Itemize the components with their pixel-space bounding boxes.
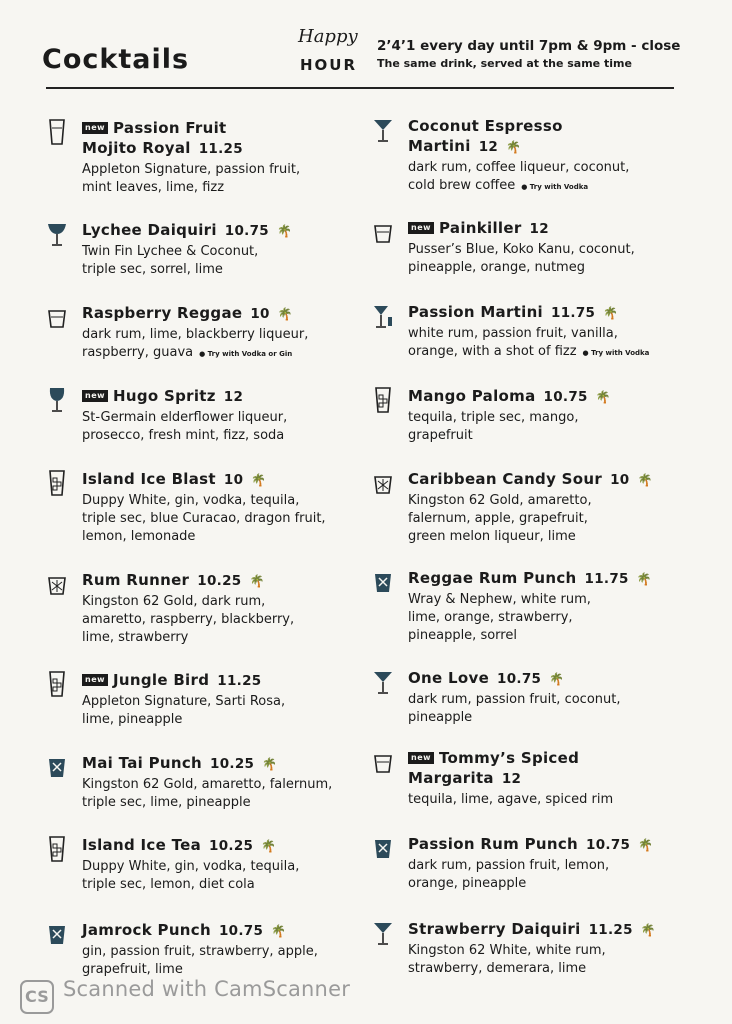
- ingredient-line: [82, 776, 382, 794]
- cocktail-name: Island Ice Tea: [82, 836, 202, 854]
- ingredient-text: tequila, lime, agave, spiced rim: [408, 792, 614, 807]
- cocktail-price: 11.25: [588, 922, 633, 938]
- cocktail-name-line: [82, 753, 382, 774]
- cocktail-price: 11.25: [217, 673, 262, 689]
- ingredient-text: Kingston 62 White, white rum,: [408, 943, 606, 958]
- cocktail-price: 10.75: [224, 223, 269, 239]
- try-with-note: ● Try with Vodka or Gin: [199, 350, 293, 358]
- cocktail-name: Tommy’s Spiced: [439, 749, 580, 767]
- new-badge: new: [82, 674, 108, 686]
- cocktail-price: 12: [223, 389, 244, 405]
- ingredient-line: [82, 876, 382, 894]
- new-badge: new: [82, 390, 108, 402]
- ingredient-line: [82, 510, 382, 528]
- ingredient-text: white rum, passion fruit, vanilla,: [408, 326, 618, 341]
- ingredient-text: gin, passion fruit, strawberry, apple,: [82, 944, 318, 959]
- glass-coupe-icon: [47, 220, 67, 248]
- cocktail-name: Coconut Espresso: [408, 117, 563, 135]
- cocktail-name-line: [408, 919, 708, 940]
- ingredient-line: [408, 177, 708, 196]
- cocktail-item: [82, 303, 382, 363]
- ingredient-line: [408, 427, 708, 445]
- cocktail-ingredients: [408, 691, 708, 727]
- ingredient-line: [82, 943, 382, 961]
- cocktail-item: [408, 919, 708, 978]
- cocktail-price: 11.75: [551, 305, 596, 321]
- cocktail-item: [408, 116, 708, 196]
- cocktail-name-line: [82, 670, 382, 691]
- ingredient-text: Wray & Nephew, white rum,: [408, 592, 591, 607]
- cocktail-item: [82, 753, 382, 812]
- cocktail-ingredients: [408, 591, 708, 645]
- ingredient-text: Appleton Signature, passion fruit,: [82, 162, 301, 177]
- ingredient-text: Pusser’s Blue, Koko Kanu, coconut,: [408, 242, 635, 257]
- ingredient-line: [82, 409, 382, 427]
- palm-tree-icon: 🌴: [271, 924, 287, 938]
- happy-hour-label: HOUR: [300, 56, 358, 74]
- palm-tree-icon: 🌴: [276, 224, 293, 238]
- cocktail-price: 10.75: [218, 923, 264, 939]
- page-title: Cocktails: [42, 44, 190, 75]
- ingredient-text: cold brew coffee: [408, 178, 516, 193]
- cocktail-name-line: [408, 136, 708, 157]
- ingredient-line: [408, 709, 708, 727]
- cocktail-item: [82, 469, 382, 546]
- ingredient-text: prosecco, fresh mint, fizz, soda: [82, 428, 285, 443]
- palm-tree-icon: 🌴: [638, 838, 654, 852]
- glass-rocks-icon: [373, 748, 393, 776]
- cocktail-ingredients: [82, 409, 382, 445]
- glass-punch-icon: [47, 753, 67, 781]
- ingredient-line: [82, 593, 382, 611]
- ingredient-line: [82, 528, 382, 546]
- cocktail-name-line: [408, 469, 708, 490]
- try-with-note: ● Try with Vodka: [521, 183, 589, 191]
- cocktail-item: [408, 568, 708, 645]
- glass-highball-icon: [47, 118, 67, 146]
- ingredient-line: [408, 259, 708, 277]
- cocktail-name-line: [408, 386, 708, 407]
- cocktail-ingredients: [82, 776, 382, 812]
- ingredient-line: [408, 343, 708, 362]
- cocktail-name: Hugo Spritz: [113, 387, 216, 405]
- ingredient-text: green melon liqueur, lime: [408, 529, 576, 544]
- ingredient-line: [82, 326, 382, 344]
- ingredient-line: [82, 794, 382, 812]
- cocktail-name-line: [82, 835, 382, 856]
- ingredient-text: dark rum, passion fruit, coconut,: [408, 692, 621, 707]
- cocktail-name-cont: Margarita: [408, 769, 494, 787]
- cocktail-price: 11.25: [198, 141, 243, 157]
- cocktail-item: [82, 118, 382, 197]
- glass-punch-icon: [47, 920, 67, 948]
- cocktail-price: 10.75: [497, 671, 542, 687]
- palm-tree-icon: 🌴: [637, 473, 653, 487]
- glass-rocks-ice-icon: [373, 469, 393, 497]
- cocktail-ingredients: [408, 942, 708, 978]
- ingredient-line: [82, 161, 382, 179]
- cocktail-ingredients: [82, 943, 382, 979]
- ingredient-line: [408, 159, 708, 177]
- cocktail-name-line: [408, 768, 708, 789]
- glass-punch-icon: [373, 568, 393, 596]
- cocktail-name: Passion Rum Punch: [408, 835, 579, 853]
- ingredient-line: [408, 791, 708, 809]
- palm-tree-icon: 🌴: [549, 672, 565, 686]
- ingredient-text: lemon, lemonade: [82, 529, 196, 544]
- glass-highball-ice-icon: [47, 469, 67, 497]
- cocktail-item: [408, 834, 708, 893]
- cocktail-name-line: [408, 116, 708, 136]
- new-badge: new: [82, 122, 108, 134]
- palm-tree-icon: 🌴: [636, 572, 652, 586]
- cocktail-name-line: [82, 469, 382, 490]
- ingredient-text: amaretto, raspberry, blackberry,: [82, 612, 295, 627]
- cocktail-price: 10.25: [197, 573, 242, 589]
- ingredient-text: mint leaves, lime, fizz: [82, 180, 225, 195]
- ingredient-text: triple sec, lemon, diet cola: [82, 877, 255, 892]
- cocktail-name-line: [82, 118, 382, 138]
- cocktail-name-cont: Martini: [408, 137, 471, 155]
- cocktail-price: 10: [250, 306, 270, 322]
- cocktail-name: Reggae Rum Punch: [408, 569, 577, 587]
- ingredient-line: [408, 875, 708, 893]
- happy-hour-script: Happy: [298, 26, 358, 47]
- ingredient-text: Duppy White, gin, vodka, tequila,: [82, 493, 300, 508]
- cocktail-name: Island Ice Blast: [82, 470, 216, 488]
- new-badge: new: [408, 222, 434, 234]
- ingredient-line: [408, 942, 708, 960]
- ingredient-line: [82, 427, 382, 445]
- cocktail-ingredients: [82, 693, 382, 729]
- glass-martini-icon: [373, 116, 393, 144]
- ingredient-line: [82, 693, 382, 711]
- cocktail-name: Painkiller: [439, 219, 522, 237]
- ingredient-text: Kingston 62 Gold, dark rum,: [82, 594, 266, 609]
- palm-tree-icon: 🌴: [595, 390, 611, 404]
- happy-hour-note: The same drink, served at the same time: [377, 57, 632, 70]
- ingredient-line: [408, 409, 708, 427]
- ingredient-line: [82, 611, 382, 629]
- glass-punch-icon: [373, 834, 393, 862]
- glass-martini-icon: [373, 919, 393, 947]
- cocktail-ingredients: [408, 241, 708, 277]
- cocktail-item: [82, 670, 382, 729]
- ingredient-text: tequila, triple sec, mango,: [408, 410, 579, 425]
- ingredient-line: [408, 627, 708, 645]
- cocktail-name-line: [408, 302, 708, 323]
- cocktail-name: Raspberry Reggae: [82, 304, 243, 322]
- ingredient-line: [82, 344, 382, 363]
- glass-rocks-icon: [47, 303, 67, 331]
- glass-rocks-icon: [373, 218, 393, 246]
- watermark-text: Scanned with CamScanner: [63, 977, 351, 1001]
- ingredient-line: [408, 591, 708, 609]
- ingredient-line: [82, 179, 382, 197]
- ingredient-text: raspberry, guava: [82, 345, 194, 360]
- ingredient-text: orange, pineapple: [408, 876, 527, 891]
- ingredient-line: [408, 691, 708, 709]
- cocktail-item: [82, 386, 382, 445]
- cocktail-name: Mai Tai Punch: [82, 754, 203, 772]
- cocktail-name: Jungle Bird: [113, 671, 210, 689]
- cocktail-name-line: [82, 220, 382, 241]
- ingredient-text: grapefruit: [408, 428, 473, 443]
- camscanner-watermark: [20, 977, 350, 1014]
- glass-rocks-ice-icon: [47, 570, 67, 598]
- ingredient-text: lime, orange, strawberry,: [408, 610, 573, 625]
- cocktail-price: 12: [478, 139, 499, 155]
- cocktail-price: 11.75: [584, 571, 629, 587]
- cocktail-price: 10.75: [586, 837, 631, 853]
- cocktail-price: 10.25: [210, 756, 255, 772]
- ingredient-text: lime, pineapple: [82, 712, 183, 727]
- ingredient-text: dark rum, lime, blackberry liqueur,: [82, 327, 309, 342]
- ingredient-text: lime, strawberry: [82, 630, 189, 645]
- cocktail-name-line: [408, 748, 708, 768]
- header-divider: [46, 87, 674, 89]
- ingredient-text: Twin Fin Lychee & Coconut,: [82, 244, 259, 259]
- cocktail-ingredients: [82, 161, 382, 197]
- cocktail-item: [408, 748, 708, 809]
- ingredient-text: Kingston 62 Gold, amaretto, falernum,: [82, 777, 333, 792]
- ingredient-line: [82, 858, 382, 876]
- cocktail-item: [408, 302, 708, 362]
- cocktail-ingredients: [82, 492, 382, 546]
- ingredient-line: [408, 492, 708, 510]
- glass-highball-ice-icon: [47, 670, 67, 698]
- cocktail-name: Passion Fruit: [113, 119, 227, 137]
- palm-tree-icon: 🌴: [506, 140, 522, 154]
- ingredient-text: triple sec, blue Curacao, dragon fruit,: [82, 511, 326, 526]
- cocktail-item: [82, 220, 382, 279]
- try-with-note: ● Try with Vodka: [582, 349, 650, 357]
- ingredient-text: St-Germain elderflower liqueur,: [82, 410, 288, 425]
- cocktail-name-line: [408, 834, 708, 855]
- ingredient-text: triple sec, lime, pineapple: [82, 795, 251, 810]
- cocktail-name: Lychee Daiquiri: [82, 221, 217, 239]
- ingredient-text: pineapple, sorrel: [408, 628, 517, 643]
- cocktail-price: 10.25: [209, 838, 254, 854]
- new-badge: new: [408, 752, 434, 764]
- cocktail-item: [408, 218, 708, 277]
- happy-hour-times: 2’4’1 every day until 7pm & 9pm - close: [377, 38, 681, 54]
- cocktail-name-line: [82, 570, 382, 591]
- cocktail-ingredients: [82, 593, 382, 647]
- glass-martini-icon: [373, 668, 393, 696]
- ingredient-text: pineapple, orange, nutmeg: [408, 260, 585, 275]
- palm-tree-icon: 🌴: [277, 307, 293, 321]
- ingredient-text: falernum, apple, grapefruit,: [408, 511, 588, 526]
- cocktail-name-cont: Mojito Royal: [82, 139, 191, 157]
- cocktail-name: Jamrock Punch: [82, 921, 211, 939]
- cocktail-item: [408, 386, 708, 445]
- cocktail-item: [82, 920, 382, 979]
- glass-highball-ice-icon: [47, 835, 67, 863]
- cocktail-name-line: [408, 668, 708, 689]
- ingredient-line: [82, 711, 382, 729]
- ingredient-line: [408, 609, 708, 627]
- ingredient-text: orange, with a shot of fizz: [408, 344, 577, 359]
- cocktail-item: [82, 570, 382, 647]
- palm-tree-icon: 🌴: [603, 306, 619, 320]
- ingredient-line: [82, 629, 382, 647]
- cocktail-price: 12: [529, 221, 549, 237]
- cocktail-name-line: [408, 568, 708, 589]
- cocktail-price: 10: [223, 472, 244, 488]
- cocktail-ingredients: [82, 326, 382, 363]
- ingredient-line: [408, 528, 708, 546]
- cocktail-name: One Love: [408, 669, 490, 687]
- ingredient-text: dark rum, passion fruit, lemon,: [408, 858, 610, 873]
- camscanner-logo-icon: CS: [20, 980, 54, 1014]
- cocktail-name-line: [82, 920, 382, 941]
- cocktail-name: Strawberry Daiquiri: [408, 920, 581, 938]
- palm-tree-icon: 🌴: [640, 923, 657, 937]
- ingredient-line: [82, 261, 382, 279]
- ingredient-line: [408, 325, 708, 343]
- cocktail-item: [82, 835, 382, 894]
- cocktail-name-line: [82, 303, 382, 324]
- cocktail-name: Caribbean Candy Sour: [408, 470, 603, 488]
- cocktail-ingredients: [408, 325, 708, 362]
- ingredient-text: Kingston 62 Gold, amaretto,: [408, 493, 592, 508]
- ingredient-line: [408, 510, 708, 528]
- cocktail-ingredients: [408, 409, 708, 445]
- ingredient-text: grapefruit, lime: [82, 962, 183, 977]
- cocktail-price: 10: [610, 472, 630, 488]
- ingredient-line: [408, 960, 708, 978]
- cocktail-ingredients: [408, 492, 708, 546]
- ingredient-text: Duppy White, gin, vodka, tequila,: [82, 859, 300, 874]
- glass-martini-shot-icon: [373, 302, 393, 330]
- glass-highball-ice-icon: [373, 386, 393, 414]
- ingredient-text: dark rum, coffee liqueur, coconut,: [408, 160, 630, 175]
- cocktail-ingredients: [82, 858, 382, 894]
- palm-tree-icon: 🌴: [261, 839, 277, 853]
- cocktail-ingredients: [408, 857, 708, 893]
- cocktail-name-line: [408, 218, 708, 239]
- cocktail-price: 12: [501, 771, 522, 787]
- ingredient-text: triple sec, sorrel, lime: [82, 262, 223, 277]
- palm-tree-icon: 🌴: [262, 757, 278, 771]
- ingredient-line: [82, 492, 382, 510]
- cocktail-item: [408, 668, 708, 727]
- cocktail-item: [408, 469, 708, 546]
- cocktail-name-line: [82, 138, 382, 159]
- cocktail-name: Mango Paloma: [408, 387, 536, 405]
- cocktail-name-line: [82, 386, 382, 407]
- ingredient-text: pineapple: [408, 710, 473, 725]
- palm-tree-icon: 🌴: [251, 473, 267, 487]
- cocktail-ingredients: [82, 243, 382, 279]
- cocktail-price: 10.75: [543, 389, 588, 405]
- ingredient-text: Appleton Signature, Sarti Rosa,: [82, 694, 286, 709]
- ingredient-text: strawberry, demerara, lime: [408, 961, 587, 976]
- cocktail-ingredients: [408, 791, 708, 809]
- ingredient-line: [82, 243, 382, 261]
- ingredient-line: [408, 857, 708, 875]
- glass-wine-icon: [47, 386, 67, 414]
- ingredient-line: [408, 241, 708, 259]
- palm-tree-icon: 🌴: [249, 574, 265, 588]
- cocktail-name: Passion Martini: [408, 303, 543, 321]
- cocktail-ingredients: [408, 159, 708, 196]
- cocktail-name: Rum Runner: [82, 571, 190, 589]
